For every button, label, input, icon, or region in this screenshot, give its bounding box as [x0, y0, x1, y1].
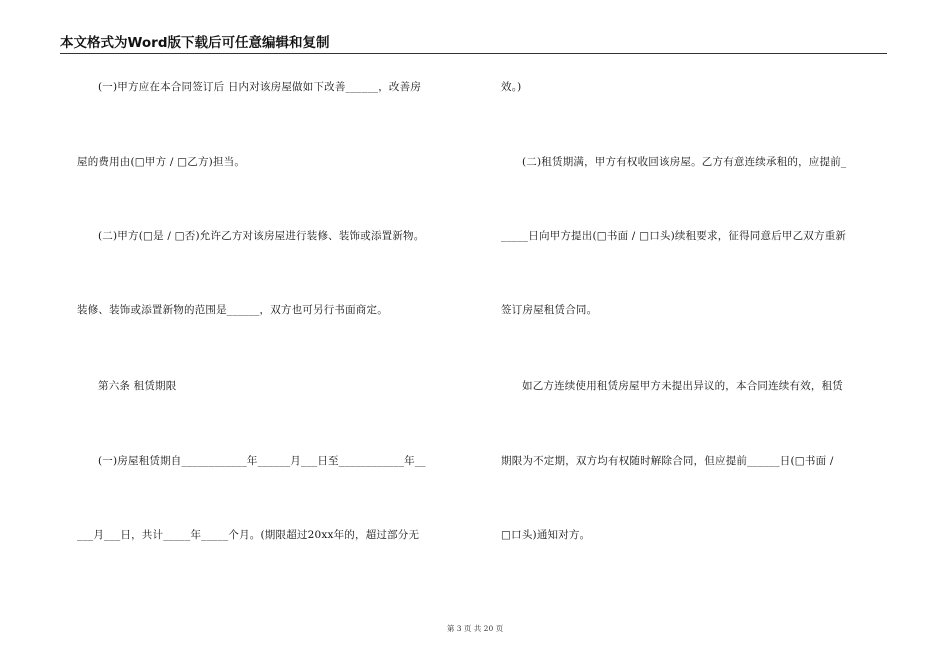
page-footer — [0, 623, 950, 634]
right-line-3: _____日向甲方提出(□书面 / □口头)续租要求，征得同意后甲乙双方重新 — [501, 230, 847, 242]
left-line-6: (一)房屋租赁期自____________年______月___日至____________年__ — [98, 455, 426, 467]
header-title: 本文格式为Word版下载后可任意编辑和复制 — [60, 35, 330, 51]
left-line-3: (二)甲方(□是 / □否)允许乙方对该房屋进行装修、装饰或添置新物。 — [98, 230, 425, 242]
left-line-5: 第六条 租赁期限 — [98, 380, 177, 392]
right-line-6: 期限为不定期，双方均有权随时解除合同，但应提前______日(□书面 / — [501, 455, 834, 467]
page-number: 第 3 页 共 20 页 — [446, 624, 504, 633]
left-line-2: 屋的费用由(□甲方 / □乙方)担当。 — [77, 156, 246, 168]
right-line-7: □口头)通知对方。 — [501, 529, 591, 541]
right-line-5: 如乙方连续使用租赁房屋甲方未提出异议的，本合同连续有效，租赁 — [522, 380, 843, 392]
left-line-1: (一)甲方应在本合同签订后 日内对该房屋做如下改善______，改善房 — [98, 81, 422, 93]
right-line-1: 效。) — [501, 81, 522, 93]
right-line-4: 签订房屋租赁合同。 — [501, 304, 598, 316]
left-line-4: 装修、装饰或添置新物的范围是______，双方也可另行书面商定。 — [77, 304, 388, 316]
left-line-7: ___月___日，共计_____年_____个月。(期限超过20xx年的，超过部分无 — [77, 529, 420, 541]
page-header — [60, 34, 887, 54]
right-line-2: (二)租赁期满，甲方有权收回该房屋。乙方有意连续承租的，应提前_ — [522, 156, 847, 168]
